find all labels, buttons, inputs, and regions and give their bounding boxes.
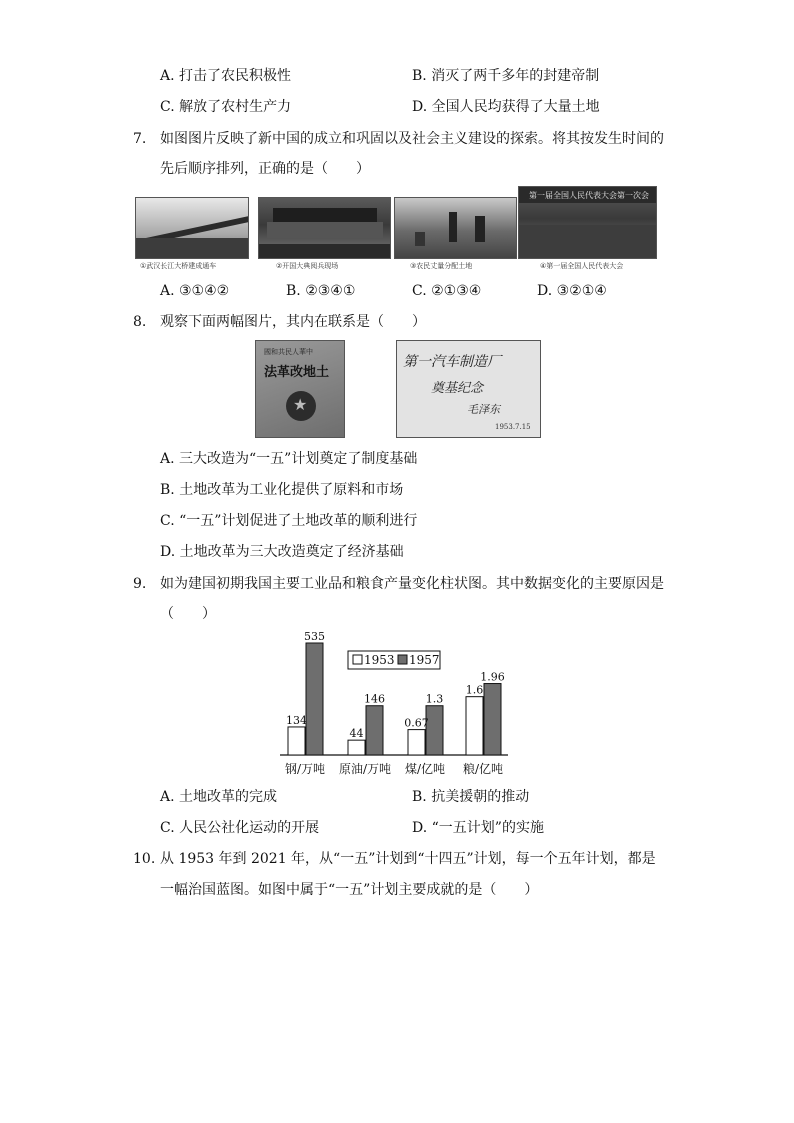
q7-stem-line2: 先后顺序排列，正确的是（ ） xyxy=(160,161,370,177)
q6-option-d: D. 全国人民均获得了大量土地 xyxy=(412,99,600,115)
bar-1957-3 xyxy=(484,684,501,755)
data-label-1953-0: 134 xyxy=(286,713,307,727)
bar-1957-1 xyxy=(366,706,383,755)
q8-photo-inscription xyxy=(396,340,541,438)
q9-stem-line2: （ ） xyxy=(160,606,216,622)
q7-caption-1: ①武汉长江大桥建成通车 xyxy=(140,262,217,270)
data-label-1957-3: 1.96 xyxy=(480,670,505,684)
q8-option-b: B. 土地改革为工业化提供了原料和市场 xyxy=(160,482,404,498)
q9-option-d: D. “一五计划”的实施 xyxy=(412,820,544,836)
q9-bar-chart xyxy=(270,625,520,785)
q7-caption-4: ④第一届全国人民代表大会 xyxy=(540,262,624,270)
legend-swatch-1957 xyxy=(398,655,407,664)
q7-photo-bridge xyxy=(135,197,249,259)
legend-swatch-1953 xyxy=(353,655,362,664)
legend-label-1953: 1953 xyxy=(364,653,395,667)
category-label-1: 原油/万吨 xyxy=(338,762,392,776)
q8-option-d: D. 土地改革为三大改造奠定了经济基础 xyxy=(160,544,404,560)
legend-label-1957: 1957 xyxy=(409,653,440,667)
category-label-2: 煤/亿吨 xyxy=(404,762,446,776)
q8-stem: 观察下面两幅图片，其内在联系是（ ） xyxy=(160,314,426,330)
data-label-1953-3: 1.6 xyxy=(465,683,484,697)
q8-inscription-date: 1953.7.15 xyxy=(495,423,531,431)
q8-option-c: C. “一五”计划促进了土地改革的顺利进行 xyxy=(160,513,418,529)
category-label-3: 粮/亿吨 xyxy=(462,762,504,776)
q6-option-c: C. 解放了农村生产力 xyxy=(160,99,292,115)
data-label-1957-0: 535 xyxy=(304,630,325,643)
q7-option-b: B. ②③④① xyxy=(286,283,356,299)
q7-congress-banner: 第一届全国人民代表大会第一次会 xyxy=(529,191,649,200)
q9-option-b: B. 抗美援朝的推动 xyxy=(412,789,530,805)
q7-photo-tiananmen xyxy=(258,197,391,259)
q7-option-d: D. ③②①④ xyxy=(537,283,607,299)
q8-book-subtitle: 國和共民人華中 xyxy=(264,348,313,356)
bar-1953-1 xyxy=(348,740,365,755)
bar-1953-2 xyxy=(408,730,425,755)
q8-option-a: A. 三大改造为“一五”计划奠定了制度基础 xyxy=(160,451,418,467)
q7-stem-line1: 如图图片反映了新中国的成立和巩固以及社会主义建设的探索。将其按发生时间的 xyxy=(160,131,664,147)
emblem-icon: ★ xyxy=(286,391,316,421)
q7-caption-3: ③农民丈量分配土地 xyxy=(410,262,473,270)
q8-inscription-signature: 毛泽东 xyxy=(467,403,500,416)
data-label-1953-1: 44 xyxy=(349,727,364,741)
q7-option-c: C. ②①③④ xyxy=(412,283,482,299)
category-label-0: 钢/万吨 xyxy=(284,762,326,776)
q7-number: 7. xyxy=(133,131,147,147)
q7-option-a: A. ③①④② xyxy=(160,283,230,299)
q9-number: 9. xyxy=(133,576,147,592)
q9-stem-line1: 如为建国初期我国主要工业品和粮食产量变化柱状图。其中数据变化的主要原因是 xyxy=(160,576,664,592)
q8-inscription-line1: 第一汽车制造厂 xyxy=(403,354,501,370)
bar-1957-2 xyxy=(426,706,443,755)
data-label-1957-2: 1.3 xyxy=(425,692,444,706)
q7-caption-2: ②开国大典阅兵现场 xyxy=(276,262,339,270)
q6-option-a: A. 打击了农民积极性 xyxy=(160,68,292,84)
q6-option-b: B. 消灭了两千多年的封建帝制 xyxy=(412,68,600,84)
q10-stem-line2: 一幅治国蓝图。如图中属于“一五”计划主要成就的是（ ） xyxy=(160,882,539,898)
q8-number: 8. xyxy=(133,314,147,330)
q10-number: 10. xyxy=(133,851,156,867)
q7-photo-congress xyxy=(518,186,657,259)
data-label-1957-1: 146 xyxy=(364,692,385,706)
q10-stem-line1: 从 1953 年到 2021 年，从“一五”计划到“十四五”计划，每一个五年计划，都是 xyxy=(160,851,656,867)
q7-photo-land-measuring xyxy=(394,197,517,259)
q9-option-c: C. 人民公社化运动的开展 xyxy=(160,820,320,836)
q8-photo-land-reform-book xyxy=(255,340,345,438)
q8-book-title: 法革改地土 xyxy=(264,365,330,380)
bar-1953-0 xyxy=(288,727,305,755)
q9-option-a: A. 土地改革的完成 xyxy=(160,789,278,805)
q8-inscription-line2: 奠基纪念 xyxy=(431,381,484,396)
bar-1953-3 xyxy=(466,697,483,755)
data-label-1953-2: 0.67 xyxy=(404,716,429,730)
bar-1957-0 xyxy=(306,643,323,755)
